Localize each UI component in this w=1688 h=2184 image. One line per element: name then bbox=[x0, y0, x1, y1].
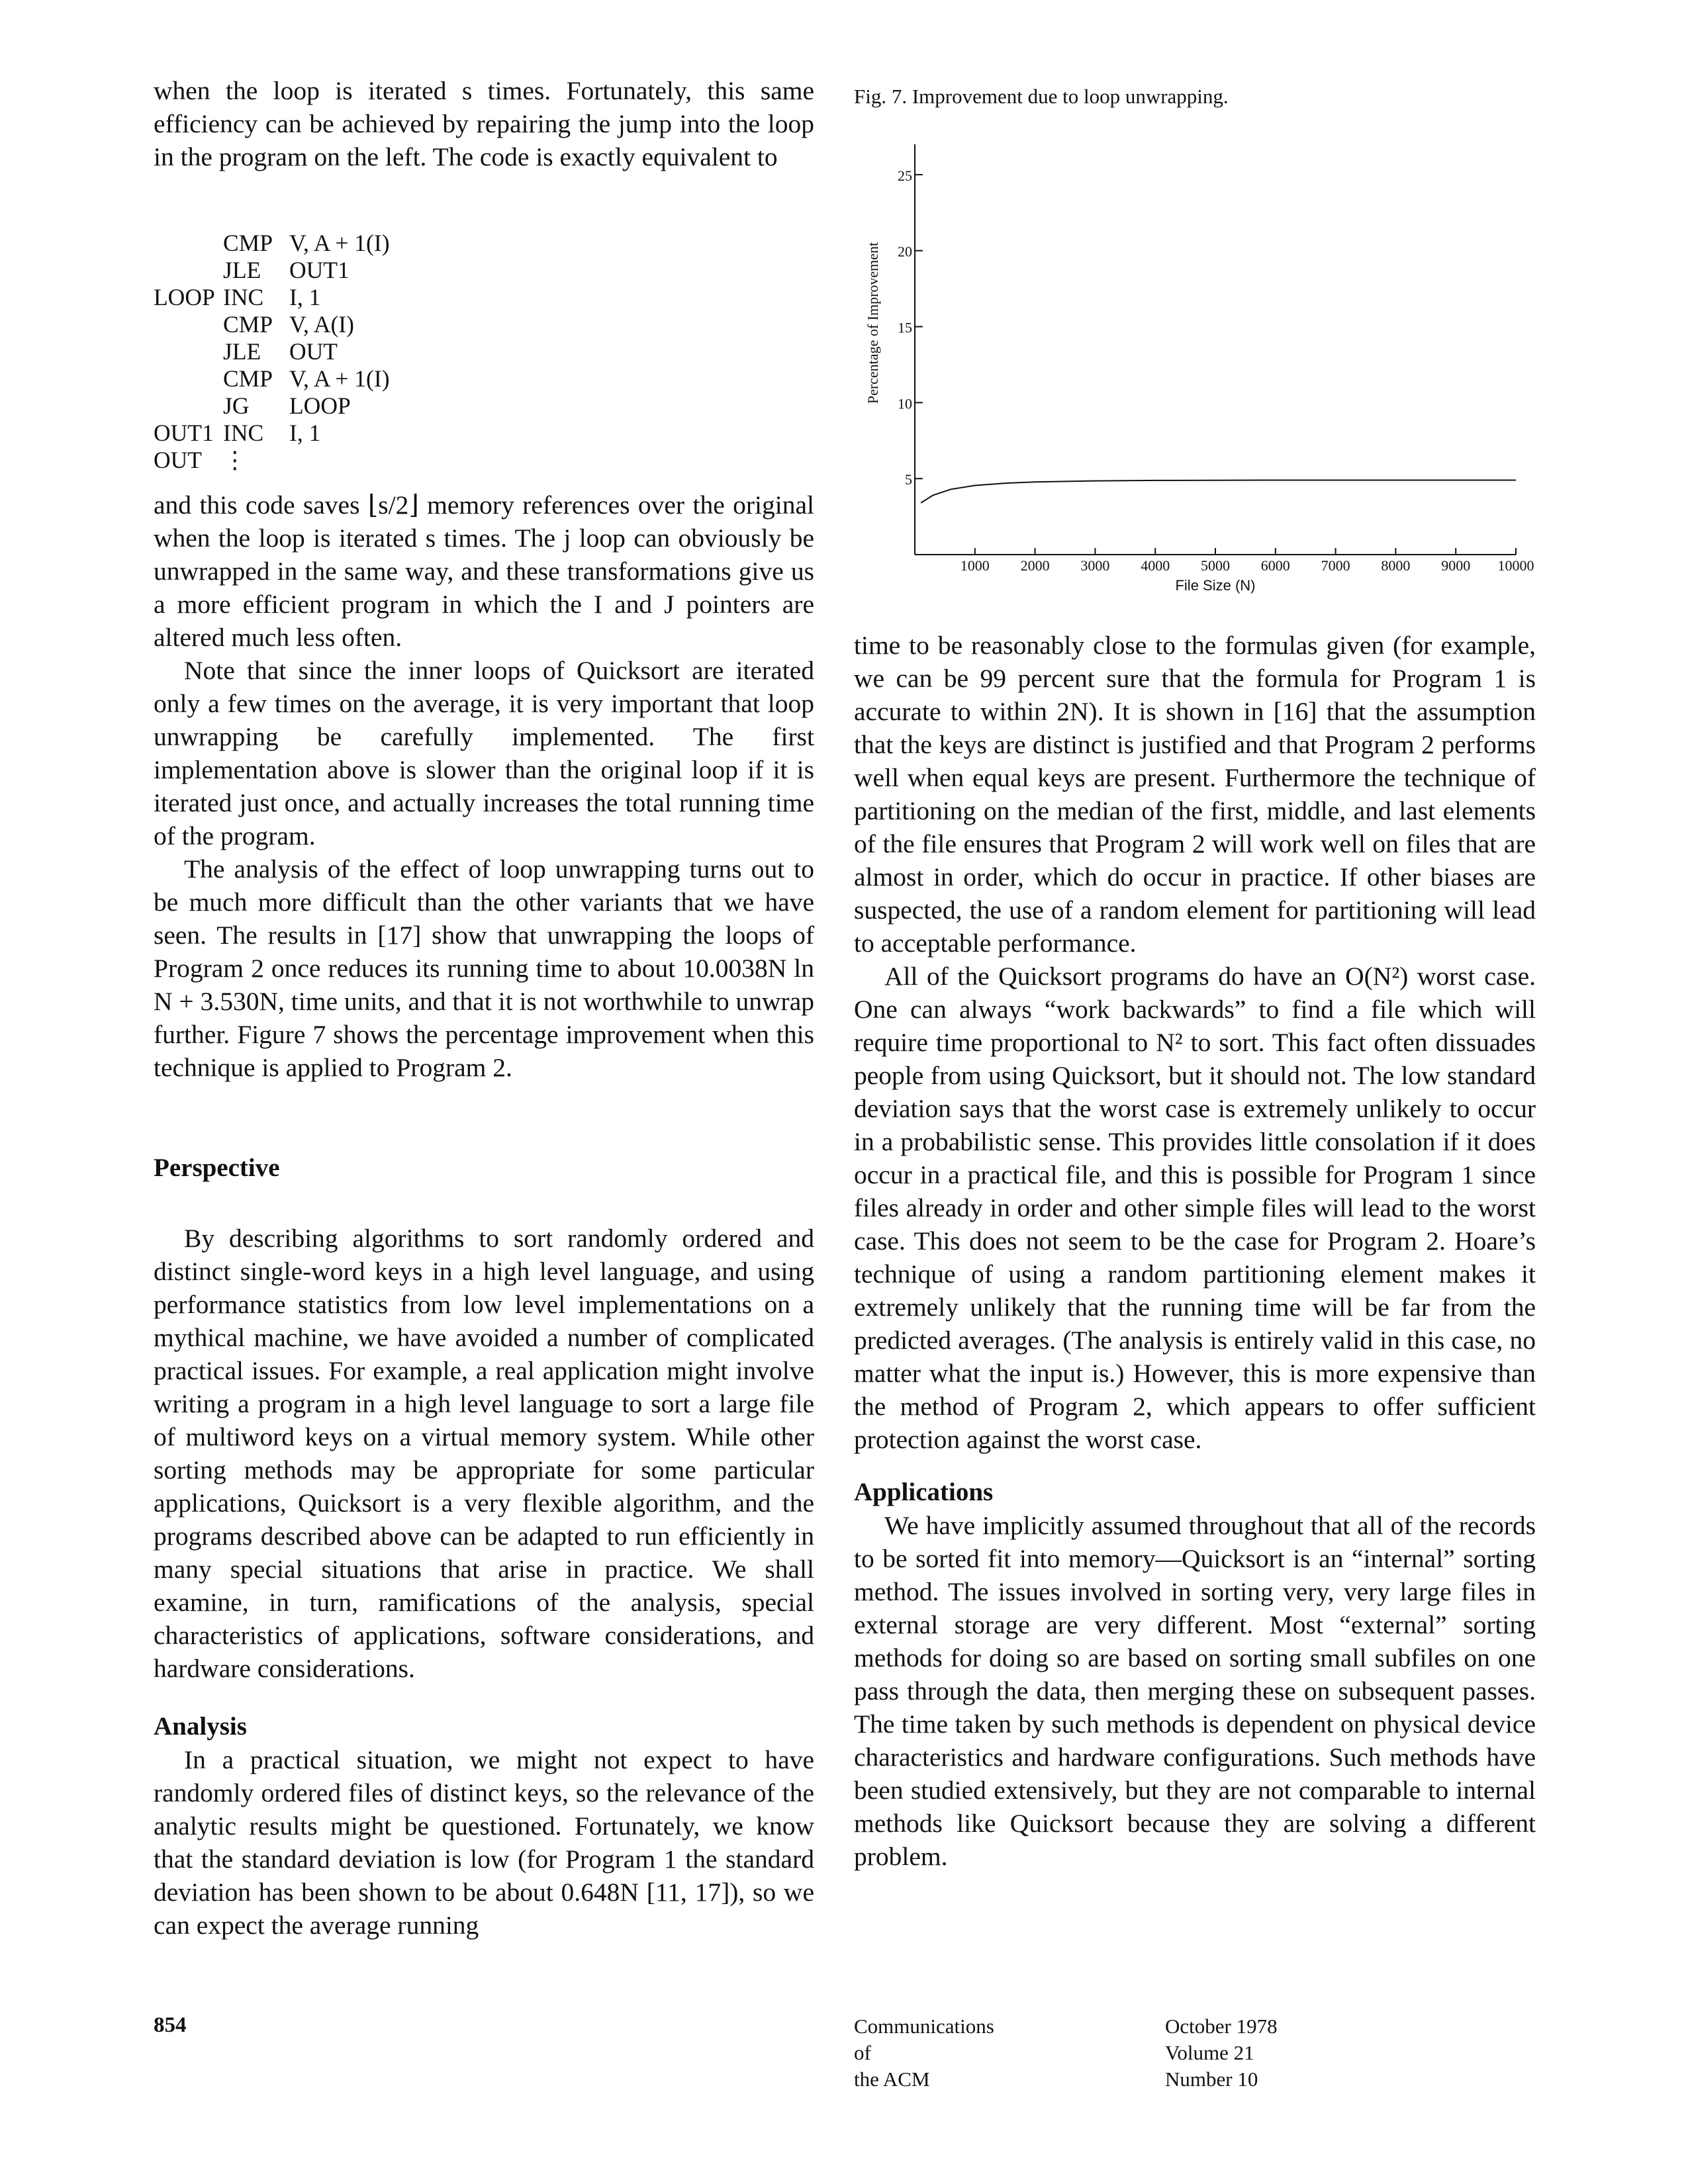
paragraph: Note that since the inner loops of Quicksort are iterated only a few times on the average, it is very important that loop unwrapping be carefully implemented. The first implementation above is slower than the original loop if it is iterated just once, and actually increases the total running time of the program. bbox=[154, 656, 814, 850]
x-tick-label: 4000 bbox=[1141, 557, 1170, 574]
y-tick-label: 15 bbox=[898, 319, 912, 336]
left-column-top bbox=[154, 74, 814, 173]
page-number: 854 bbox=[154, 2013, 187, 2037]
y-tick-label: 25 bbox=[898, 167, 912, 184]
x-tick-label: 6000 bbox=[1260, 557, 1290, 574]
section-heading-analysis: Analysis bbox=[154, 1712, 247, 1741]
series-line-improvement bbox=[921, 480, 1516, 503]
x-tick-label: 10000 bbox=[1497, 557, 1534, 574]
y-axis-label: Percentage of Improvement bbox=[865, 242, 881, 404]
figure-7-chart bbox=[854, 139, 1542, 602]
figure-caption: Fig. 7. Improvement due to loop unwrapping. bbox=[854, 85, 1229, 108]
left-column-body bbox=[154, 488, 814, 1942]
issue-info: October 1978 Volume 21 Number 10 bbox=[1165, 2015, 1278, 2091]
x-tick-label: 5000 bbox=[1201, 557, 1230, 574]
x-axis-label: File Size (N) bbox=[1175, 577, 1256, 594]
y-tick-label: 10 bbox=[898, 395, 912, 412]
y-tick-label: 20 bbox=[898, 243, 912, 260]
y-tick-label: 5 bbox=[905, 471, 912, 488]
chart-svg bbox=[854, 139, 1542, 602]
x-tick-label: 3000 bbox=[1080, 557, 1110, 574]
x-tick-label: 1000 bbox=[960, 557, 990, 574]
x-tick-label: 9000 bbox=[1441, 557, 1471, 574]
section-heading-perspective: Perspective bbox=[154, 1154, 280, 1182]
x-tick-label: 2000 bbox=[1020, 557, 1050, 574]
x-tick-label: 8000 bbox=[1381, 557, 1411, 574]
paragraph: and this code saves ⌊s/2⌋ memory references over the original when the loop is iterated s times. The j loop can obviously be unwrapped in the same way, and these transformations give us a more efficient program in which the I and J pointers are altered much less often. bbox=[154, 490, 814, 652]
right-column-body bbox=[854, 629, 1536, 1873]
journal-name: Communications of the ACM bbox=[854, 2015, 994, 2091]
x-tick-label: 7000 bbox=[1321, 557, 1350, 574]
paragraph: We have implicitly assumed throughout that all of the records to be sorted fit into memory—Quicksort is an “internal” sorting method. The issues involved in sorting very, very large files in external storage are very different. Most “external” sorting methods for doing so are based on sorting small subfiles on one pass through the data, then merging these on subsequent passes. The time taken by such methods is dependent on physical device characteristics and hardware configurations. Such methods have been studied extensively, but they are not comparable to internal methods like Quicksort because they are solving a different problem. bbox=[854, 1511, 1536, 1871]
paragraph: All of the Quicksort programs do have an O(N²) worst case. One can always “work backwards” to find a file which will require time proportional to N² to sort. This fact often dissuades people from using Quicksort, but it should not. The low standard deviation says that the worst case is extremely unlikely to occur in a probabilistic sense. This provides little consolation if it does occur in a practical file, and this is possible for Program 1 since files already in order and other simple files will lead to the worst case. This does not seem to be the case for Program 2. Hoare’s technique of using a random partitioning element makes it extremely unlikely that the running time will be far from the predicted averages. (The analysis is entirely valid in this case, no matter what the input is.) However, this is more expensive than the method of Program 2, which appears to offer sufficient protection against the worst case. bbox=[854, 962, 1536, 1454]
paragraph: time to be reasonably close to the formulas given (for example, we can be 99 percent sure that the formula for Program 1 is accurate to within 2N). It is shown in [16] that the assumption that the keys are distinct is justified and that Program 2 performs well when equal keys are present. Furthermore the technique of partitioning on the median of the first, middle, and last elements of the file ensures that Program 2 will work well on files that are almost in order, which do occur in practice. If other biases are suspected, the use of a random element for partitioning will lead to acceptable performance. bbox=[854, 631, 1536, 958]
paragraph: The analysis of the effect of loop unwrapping turns out to be much more difficult than the other variants that we have seen. The results in [17] show that unwrapping the loops of Program 2 once reduces its running time to about 10.0038N ln N + 3.530N, time units, and that it is not worthwhile to unwrap further. Figure 7 shows the percentage improvement when this technique is applied to Program 2. bbox=[154, 854, 814, 1082]
paragraph: By describing algorithms to sort randomly ordered and distinct single-word keys in a high level language, and using performance statistics from low level implementations on a mythical machine, we have avoided a number of complicated practical issues. For example, a real application might involve writing a program in a high level language to sort a large file of multiword keys on a virtual memory system. While other sorting methods may be appropriate for some particular applications, Quicksort is a very flexible algorithm, and the programs described above can be adapted to run efficiently in many special situations that arise in practice. We shall examine, in turn, ramifications of the analysis, special characteristics of applications, software considerations, and hardware considerations. bbox=[154, 1224, 814, 1683]
paragraph-intro: when the loop is iterated s times. Fortunately, this same efficiency can be achieved by repairing the jump into the loop in the program on the left. The code is exactly equivalent to bbox=[154, 76, 814, 171]
section-heading-applications: Applications bbox=[854, 1478, 994, 1506]
paragraph: In a practical situation, we might not expect to have randomly ordered files of distinct keys, so the relevance of the analytic results might be questioned. Fortunately, we know that the standard deviation is low (for Program 1 the standard deviation has been shown to be about 0.648N [11, 17]), so we can expect the average running bbox=[154, 1745, 814, 1940]
